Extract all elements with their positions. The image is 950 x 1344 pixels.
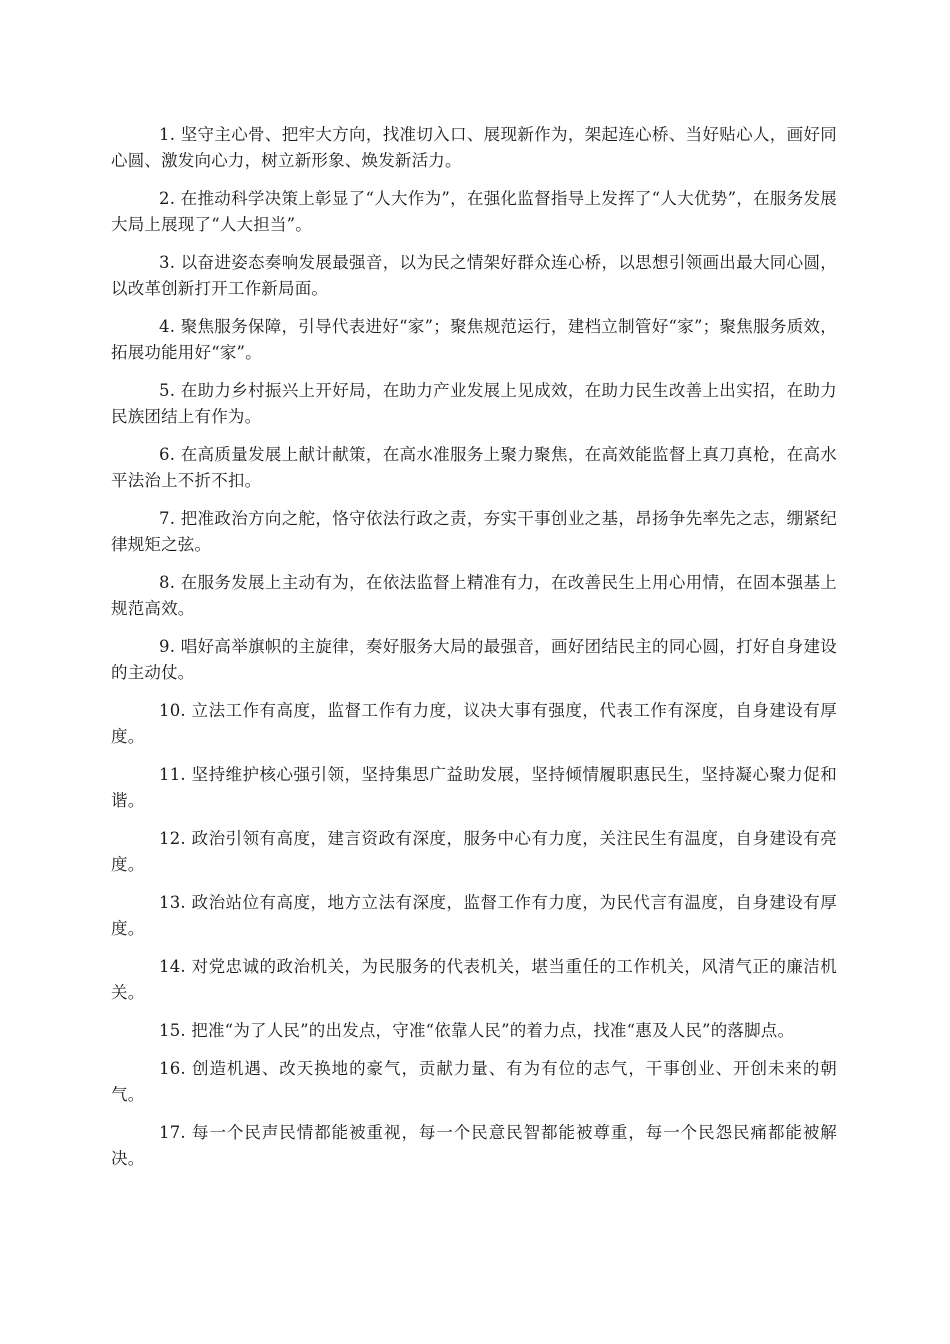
paragraph-17: 17. 每一个民声民情都能被重视，每一个民意民智都能被尊重，每一个民怨民痛都能被解决。 [111,1123,837,1168]
paragraph-1: 1. 坚守主心骨、把牢大方向，找准切入口、展现新作为，架起连心桥、当好贴心人，画好同心圆、激发向心力，树立新形象、焕发新活力。 [111,125,837,170]
paragraph-4: 4. 聚焦服务保障，引导代表进好“家”；聚焦规范运行，建档立制管好“家”；聚焦服务质效，拓展功能用好“家”。 [111,317,837,362]
document-body [111,122,837,1184]
paragraph-8: 8. 在服务发展上主动有为，在依法监督上精准有力，在改善民生上用心用情，在固本强基上规范高效。 [111,573,837,618]
paragraph-3: 3. 以奋进姿态奏响发展最强音，以为民之情架好群众连心桥，以思想引领画出最大同心圆，以改革创新打开工作新局面。 [111,253,837,298]
paragraph-2: 2. 在推动科学决策上彰显了“人大作为”，在强化监督指导上发挥了“人大优势”，在服务发展大局上展现了“人大担当”。 [111,189,837,234]
paragraph-7: 7. 把准政治方向之舵，恪守依法行政之责，夯实干事创业之基，昂扬争先率先之志，绷紧纪律规矩之弦。 [111,509,837,554]
paragraph-14: 14. 对党忠诚的政治机关，为民服务的代表机关，堪当重任的工作机关，风清气正的廉洁机关。 [111,957,837,1002]
paragraph-6: 6. 在高质量发展上献计献策，在高水准服务上聚力聚焦，在高效能监督上真刀真枪，在高水平法治上不折不扣。 [111,445,837,490]
paragraph-16: 16. 创造机遇、改天换地的豪气，贡献力量、有为有位的志气，干事创业、开创未来的朝气。 [111,1059,837,1104]
paragraph-10: 10. 立法工作有高度，监督工作有力度，议决大事有强度，代表工作有深度，自身建设有厚度。 [111,701,837,746]
paragraph-9: 9. 唱好高举旗帜的主旋律，奏好服务大局的最强音，画好团结民主的同心圆，打好自身建设的主动仗。 [111,637,837,682]
paragraph-5: 5. 在助力乡村振兴上开好局，在助力产业发展上见成效，在助力民生改善上出实招，在助力民族团结上有作为。 [111,381,837,426]
paragraph-11: 11. 坚持维护核心强引领，坚持集思广益助发展，坚持倾情履职惠民生，坚持凝心聚力促和谐。 [111,765,837,810]
paragraph-13: 13. 政治站位有高度，地方立法有深度，监督工作有力度，为民代言有温度，自身建设有厚度。 [111,893,837,938]
paragraph-15: 15. 把准“为了人民”的出发点，守准“依靠人民”的着力点，找准“惠及人民”的落脚点。 [159,1021,795,1040]
paragraph-12: 12. 政治引领有高度，建言资政有深度，服务中心有力度，关注民生有温度，自身建设有亮度。 [111,829,837,874]
